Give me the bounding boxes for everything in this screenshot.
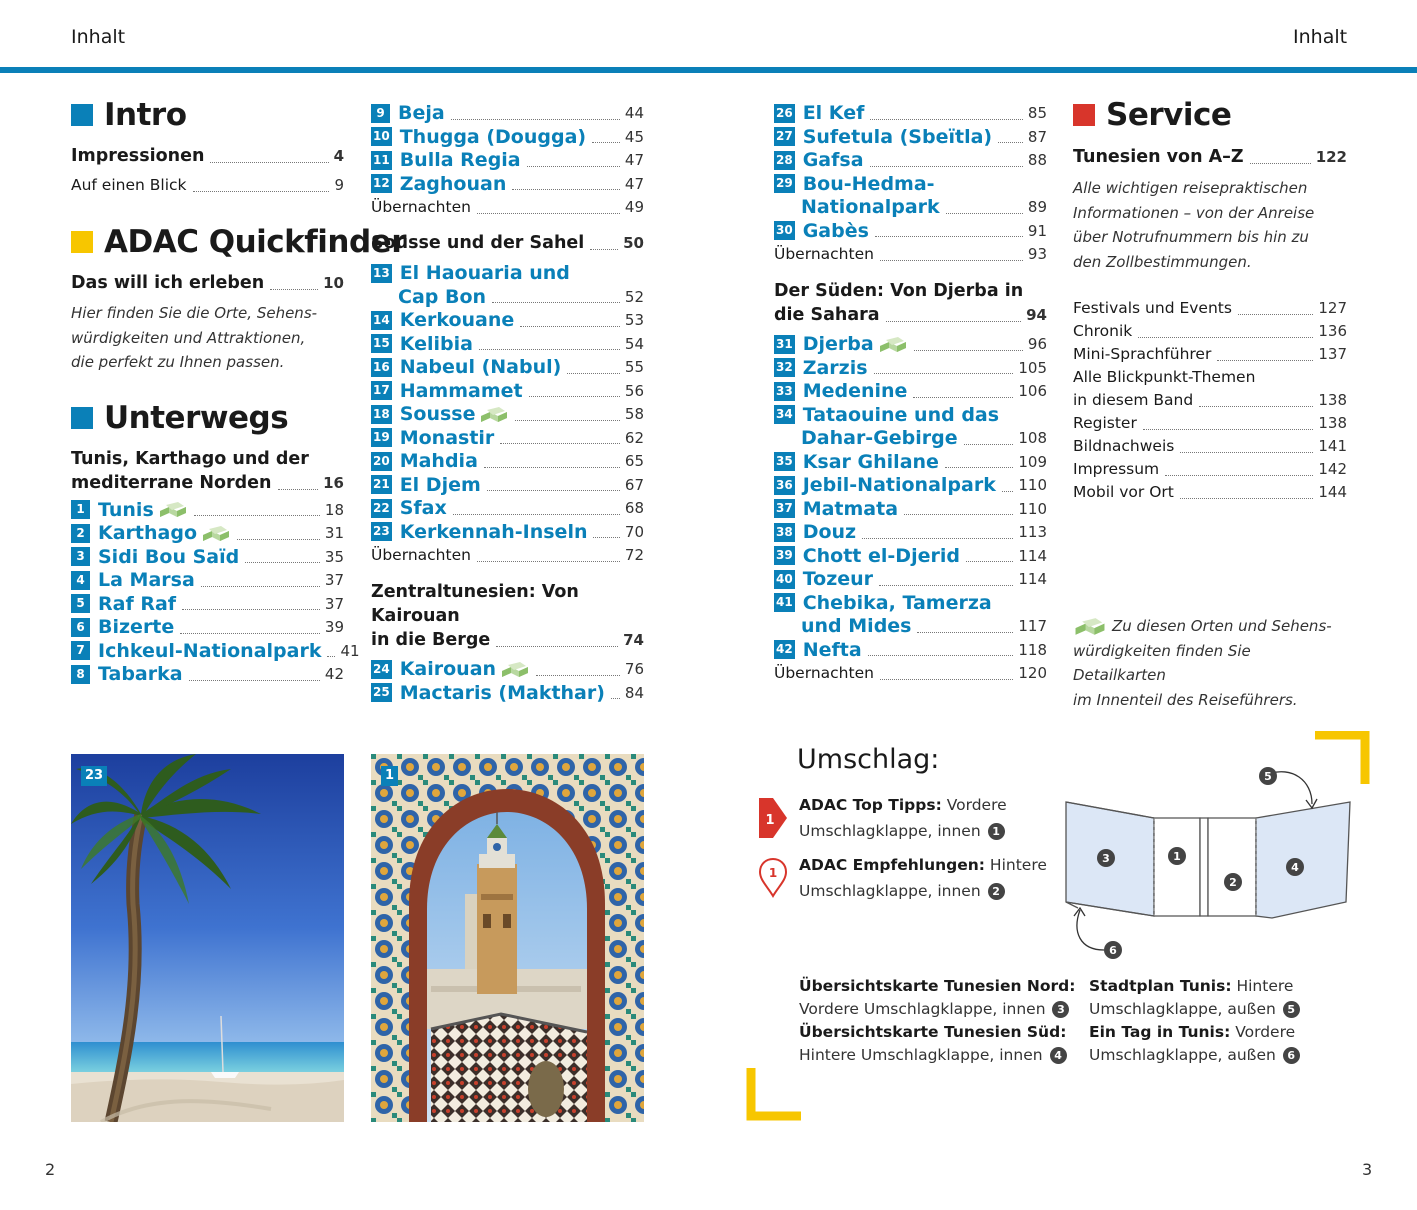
entry-page: 67 [624, 475, 644, 494]
entry-name: Djerba [802, 333, 874, 355]
toc-entry-blickpunkt[interactable] [1073, 389, 1347, 412]
entry-page: 76 [624, 660, 644, 678]
cover-fold-diagram [1060, 760, 1360, 970]
toc-entry-das-will-ich-erleben[interactable] [71, 271, 344, 295]
toc-entry-34[interactable] [774, 404, 1047, 451]
legend-uebersichtskarten: Übersichtskarte Tunesien Nord: Vordere Umschlagklappe, innen 3 Übersichtskarte Tunesien Süd: Hintere Umschlagklappe, innen 4 [799, 977, 1076, 1064]
entry-page: 127 [1318, 299, 1347, 317]
entry-name: El Haouaria und [399, 262, 570, 284]
entry-label: Auf einen Blick [71, 176, 187, 194]
map-icon [158, 501, 188, 519]
toc-entry-16[interactable] [371, 356, 644, 380]
entry-page: 49 [624, 198, 644, 216]
entry-page: 58 [624, 405, 644, 423]
toc-entry-3[interactable] [71, 546, 344, 570]
entry-label: Bildnachweis [1073, 437, 1175, 455]
toc-entry-27[interactable] [774, 126, 1047, 150]
entry-page: 91 [1027, 221, 1047, 240]
toc-entry-9[interactable] [371, 102, 644, 126]
entry-list [371, 102, 644, 196]
entry-name: Karthago [98, 522, 197, 544]
entry-list [774, 333, 1047, 404]
toc-entry-11[interactable] [371, 149, 644, 173]
entry-page: 47 [624, 151, 644, 169]
entry-label: Übernachten [371, 198, 471, 216]
entry-number-badge: 31 [774, 335, 795, 354]
toc-entry-33[interactable] [774, 380, 1047, 404]
photo-number-badge: 1 [381, 766, 398, 786]
entry-list [774, 451, 1047, 592]
map-icon [201, 525, 231, 543]
map-icon [878, 336, 908, 354]
toc-entry-41[interactable] [774, 592, 1047, 639]
entry-label: Impressum [1073, 460, 1160, 478]
toc-entry-40[interactable] [774, 568, 1047, 592]
entry-name: und Mides [801, 615, 912, 637]
entry-page: 96 [1027, 335, 1047, 353]
entry-name: Hammamet [399, 379, 523, 402]
entry-page: 142 [1318, 460, 1347, 478]
toc-entry-5[interactable] [71, 593, 344, 617]
entry-name: Kairouan [399, 658, 497, 680]
entry-name: Tabarka [98, 663, 183, 685]
toc-entry-38[interactable] [774, 521, 1047, 545]
region-heading-zentraltunesien: Zentraltunesien: Von Kairouan [371, 582, 579, 626]
entry-page: 56 [624, 381, 644, 400]
svg-text:2: 2 [1229, 876, 1237, 889]
entry-page: 45 [624, 127, 644, 146]
entry-page: 138 [1318, 391, 1347, 409]
toc-entry-uebernachten[interactable] [371, 544, 644, 567]
entry-page: 31 [324, 524, 344, 542]
toc-entry-auf-einen-blick[interactable] [71, 174, 344, 197]
toc-entry-service[interactable] [1073, 320, 1347, 343]
toc-entry-26[interactable] [774, 102, 1047, 126]
entry-page: 110 [1018, 499, 1047, 518]
entry-number-badge: 30 [774, 221, 795, 240]
page-number-right: 3 [1362, 1160, 1373, 1179]
entry-number-badge: 40 [774, 570, 795, 589]
entry-label: Übernachten [774, 664, 874, 682]
entry-label: Festivals und Events [1073, 299, 1232, 317]
entry-number-badge: 37 [774, 499, 795, 518]
entry-page: 114 [1018, 570, 1047, 588]
section-marker-square [71, 104, 93, 126]
toc-entry-2[interactable] [71, 522, 344, 546]
entry-number-badge: 35 [774, 452, 795, 471]
section-intro [71, 92, 344, 138]
entry-page: 93 [1027, 245, 1047, 263]
header-rule [0, 67, 1417, 73]
toc-entry-28[interactable] [774, 149, 1047, 173]
top-tipp-marker-icon [757, 796, 789, 840]
photo-palm-beach [71, 754, 344, 1122]
toc-entry-4[interactable] [71, 569, 344, 593]
entry-page: 47 [624, 174, 644, 193]
toc-entry-32[interactable] [774, 357, 1047, 381]
entry-name: Kerkouane [399, 309, 515, 331]
entry-page: 16 [323, 473, 344, 492]
entry-page: 113 [1018, 523, 1047, 541]
entry-page: 44 [624, 104, 644, 122]
entry-page: 54 [624, 334, 644, 353]
entry-number-badge: 17 [371, 381, 392, 400]
section-title: Unterwegs [104, 399, 289, 436]
toc-entry-17[interactable] [371, 380, 644, 404]
entry-page: 106 [1018, 382, 1047, 400]
entry-number-badge: 34 [774, 405, 795, 424]
entry-page: 122 [1315, 148, 1347, 166]
entry-number-badge: 9 [371, 104, 390, 123]
entry-name: Bou-Hedma- [802, 172, 935, 195]
toc-entry-region-sousse[interactable] [371, 231, 644, 255]
map-icon [1073, 617, 1107, 637]
entry-page: 118 [1018, 640, 1047, 659]
entry-number-badge: 4 [71, 571, 90, 590]
entry-name: Jebil-Nationalpark [802, 474, 996, 496]
photo-arch-minaret [371, 754, 644, 1122]
entry-name: El Djem [399, 473, 481, 496]
entry-label: Tunesien von A–Z [1073, 147, 1244, 167]
entry-page: 52 [624, 287, 644, 306]
entry-number-badge: 5 [71, 594, 90, 613]
entry-name: Nefta [802, 638, 862, 661]
entry-page: 108 [1018, 429, 1047, 447]
toc-entry-18[interactable] [371, 403, 644, 427]
entry-name: Mactaris (Makthar) [399, 681, 605, 704]
entry-name: La Marsa [98, 569, 195, 591]
corner-bracket-bottom-left [746, 1068, 801, 1121]
legend-stadtplan: Stadtplan Tunis: Hintere Umschlagklappe, außen 5 Ein Tag in Tunis: Vordere Umschlagklappe, außen 6 [1089, 975, 1300, 1067]
entry-page: 114 [1018, 546, 1047, 565]
entry-number-badge: 16 [371, 358, 392, 377]
entry-list [371, 658, 644, 705]
toc-entry-service[interactable] [1073, 435, 1347, 458]
entry-number-badge: 3 [71, 547, 90, 566]
section-service [1073, 92, 1347, 138]
entry-number-badge: 42 [774, 640, 795, 659]
toc-entry-24[interactable] [371, 658, 644, 682]
entry-list [371, 309, 644, 544]
entry-name: Mahdia [399, 450, 478, 472]
entry-page: 10 [323, 274, 344, 292]
entry-label: Mini-Sprachführer [1073, 345, 1212, 363]
entry-number-badge: 25 [371, 683, 392, 702]
svg-text:1: 1 [768, 866, 778, 880]
entry-name: Tunis [98, 498, 154, 521]
toc-entry-29[interactable] [774, 173, 1047, 220]
toc-entry-14[interactable] [371, 309, 644, 333]
entry-name: Beja [398, 102, 445, 124]
entry-list [71, 498, 360, 687]
entry-number-badge: 32 [774, 358, 795, 377]
arch-minaret-image [371, 754, 644, 1122]
entry-number-badge: 29 [774, 174, 795, 193]
toc-entry-22[interactable] [371, 497, 644, 521]
toc-entry-35[interactable] [774, 451, 1047, 475]
entry-page: 4 [333, 147, 344, 165]
toc-column-2 [371, 102, 644, 705]
entry-name: Kelibia [399, 332, 473, 355]
photo-number-badge: 23 [81, 766, 107, 786]
entry-page: 39 [324, 618, 344, 636]
entry-page: 136 [1318, 322, 1347, 340]
toc-entry-impressionen[interactable] [71, 144, 344, 168]
region-heading-tunis: Tunis, Karthago und der [71, 448, 309, 469]
entry-name: Thugga (Dougga) [399, 125, 587, 148]
quickfinder-note: Hier finden Sie die Orte, Sehens- würdigkeiten und Attraktionen, die perfekt zu Ihnen passen. [71, 304, 318, 371]
entry-page: 72 [624, 546, 644, 564]
entry-name: Cap Bon [398, 285, 487, 308]
entry-page: 110 [1018, 476, 1047, 494]
entry-number-badge: 21 [371, 475, 392, 494]
toc-entry-service[interactable] [1073, 297, 1347, 320]
toc-entry-1[interactable] [71, 499, 344, 523]
entry-page: 41 [340, 641, 360, 660]
entry-page: 138 [1318, 414, 1347, 432]
entry-name: Nationalpark [801, 196, 940, 218]
toc-entry-region-sueden[interactable] [774, 303, 1047, 327]
entry-page: 18 [324, 500, 344, 519]
toc-entry-8[interactable] [71, 663, 344, 687]
entry-name: Chebika, Tamerza [802, 591, 992, 614]
umschlag-title: Umschlag: [797, 744, 940, 775]
section-title: ADAC Quickfinder [104, 224, 406, 260]
entry-page: 144 [1318, 483, 1347, 501]
legend-top-tipps: ADAC Top Tipps: Vordere Umschlagklappe, innen 1 [799, 796, 1007, 840]
service-list [1073, 297, 1347, 366]
entry-name: Zarzis [802, 356, 868, 379]
entry-number-badge: 26 [774, 104, 795, 123]
running-header-right: Inhalt [1293, 26, 1348, 48]
toc-entry-39[interactable] [774, 545, 1047, 569]
entry-label: Chronik [1073, 322, 1133, 340]
toc-entry-13[interactable] [371, 262, 644, 309]
svg-text:6: 6 [1109, 944, 1117, 957]
entry-number-badge: 6 [71, 618, 90, 637]
entry-label: Mobil vor Ort [1073, 483, 1174, 501]
entry-number-badge: 41 [774, 593, 795, 612]
toc-entry-31[interactable] [774, 333, 1047, 357]
toc-entry-uebernachten[interactable] [371, 196, 644, 219]
toc-entry-tunesien-von-a-z[interactable] [1073, 145, 1347, 169]
entry-number-badge: 8 [71, 665, 90, 684]
entry-name: Sfax [399, 497, 447, 519]
toc-entry-25[interactable] [371, 682, 644, 706]
entry-page: 42 [324, 665, 344, 683]
entry-page: 74 [623, 631, 644, 649]
entry-name: Gabès [802, 219, 869, 242]
toc-entry-uebernachten[interactable] [774, 662, 1047, 685]
entry-name: Kerkennah-Inseln [399, 520, 588, 543]
entry-label: Das will ich erleben [71, 273, 265, 293]
entry-name: Tataouine und das [802, 403, 1000, 426]
entry-name: Matmata [802, 497, 899, 520]
map-icon [479, 406, 509, 424]
entry-label: Übernachten [774, 245, 874, 263]
entry-page: 62 [624, 428, 644, 447]
entry-name: Bulla Regia [399, 149, 521, 171]
entry-name: Monastir [399, 426, 495, 449]
entry-number-badge: 2 [71, 524, 90, 543]
entry-name: Bizerte [98, 616, 175, 638]
entry-page: 141 [1318, 437, 1347, 455]
entry-number-badge: 10 [371, 127, 392, 146]
entry-page: 94 [1026, 306, 1047, 324]
toc-entry-20[interactable] [371, 450, 644, 474]
entry-page: 105 [1018, 358, 1047, 377]
service-note: Alle wichtigen reisepraktischen Informationen – von der Anreise über Notrufnummern bis hin zu den Zollbestimmungen. [1073, 179, 1315, 271]
entry-page: 70 [624, 522, 644, 541]
map-icon [500, 661, 530, 679]
legend-empfehlungen: ADAC Empfehlungen: Hintere Umschlagklappe, innen 2 [799, 856, 1047, 900]
entry-page: 117 [1018, 617, 1047, 635]
region-heading-sueden: Der Süden: Von Djerba in [774, 281, 1024, 301]
entry-number-badge: 39 [774, 546, 795, 565]
entry-page: 84 [624, 683, 644, 702]
entry-number-badge: 14 [371, 311, 392, 330]
entry-page: 87 [1027, 127, 1047, 146]
entry-name: Gafsa [802, 149, 864, 171]
toc-entry-42[interactable] [774, 639, 1047, 663]
entry-label: Übernachten [371, 546, 471, 564]
service-list [1073, 412, 1347, 504]
page-number-left: 2 [45, 1160, 56, 1179]
section-quickfinder [71, 219, 406, 265]
entry-name: Douz [802, 521, 857, 543]
toc-entry-15[interactable] [371, 333, 644, 357]
toc-entry-service[interactable] [1073, 481, 1347, 504]
entry-page: 65 [624, 452, 644, 470]
entry-page: 37 [324, 594, 344, 613]
entry-label: Register [1073, 414, 1137, 432]
svg-text:3: 3 [1102, 852, 1110, 865]
entry-name: Medenine [802, 380, 908, 402]
entry-label: die Sahara [774, 305, 880, 325]
toc-entry-service[interactable] [1073, 412, 1347, 435]
entry-page: 137 [1318, 345, 1347, 363]
toc-entry-10[interactable] [371, 126, 644, 150]
entry-number-badge: 20 [371, 452, 392, 471]
entry-page: 53 [624, 311, 644, 329]
toc-entry-21[interactable] [371, 474, 644, 498]
entry-page: 68 [624, 499, 644, 517]
entry-label: in die Berge [371, 630, 491, 650]
running-header-left: Inhalt [71, 26, 126, 48]
entry-name: Nabeul (Nabul) [399, 356, 562, 378]
toc-entry-region-zentraltunesien[interactable] [371, 628, 644, 652]
section-marker-square [71, 231, 93, 253]
entry-number-badge: 18 [371, 405, 392, 424]
entry-name: Zaghouan [399, 172, 507, 195]
palm-beach-image [71, 754, 344, 1122]
entry-number-badge: 7 [71, 641, 90, 660]
entry-number-badge: 33 [774, 382, 795, 401]
entry-label: mediterrane Norden [71, 472, 272, 493]
entry-page: 88 [1027, 151, 1047, 169]
entry-page: 85 [1027, 104, 1047, 122]
toc-entry-service[interactable] [1073, 343, 1347, 366]
toc-entry-7[interactable] [71, 639, 360, 664]
svg-text:5: 5 [1264, 770, 1272, 783]
entry-number-badge: 28 [774, 151, 795, 170]
entry-name: Sidi Bou Saïd [98, 545, 240, 568]
entry-page: 50 [623, 234, 644, 252]
toc-entry-30[interactable] [774, 220, 1047, 244]
entry-page: 109 [1018, 452, 1047, 471]
entry-number-badge: 27 [774, 127, 795, 146]
entry-page: 89 [1027, 198, 1047, 216]
entry-number-badge: 1 [71, 500, 90, 519]
section-unterwegs [71, 395, 344, 441]
section-title: Intro [104, 97, 187, 133]
entry-name: Chott el-Djerid [802, 544, 960, 567]
entry-number-badge: 12 [371, 174, 392, 193]
entry-number-badge: 15 [371, 334, 392, 353]
entry-page: 9 [334, 176, 344, 194]
section-marker-square [71, 407, 93, 429]
entry-number-badge: 19 [371, 428, 392, 447]
toc-entry-service[interactable] [1073, 458, 1347, 481]
toc-entry-uebernachten[interactable] [774, 243, 1047, 266]
entry-name: Dahar-Gebirge [801, 427, 958, 449]
entry-number-badge: 22 [371, 499, 392, 518]
toc-entry-region-tunis[interactable] [71, 471, 344, 495]
section-title: Service [1106, 97, 1232, 133]
entry-page: 37 [324, 571, 344, 589]
entry-name: Raf Raf [98, 592, 177, 615]
entry-name: Sufetula (Sbeïtla) [802, 125, 993, 148]
entry-name: Tozeur [802, 568, 874, 590]
entry-number-badge: 11 [371, 151, 392, 170]
entry-label: Sousse und der Sahel [371, 233, 585, 253]
entry-name: Ichkeul-Nationalpark [98, 639, 322, 662]
entry-number-badge: 24 [371, 660, 392, 679]
toc-entry-6[interactable] [71, 616, 344, 640]
entry-number-badge: 13 [371, 264, 392, 283]
svg-text:1: 1 [765, 813, 775, 828]
svg-text:1: 1 [1173, 850, 1181, 863]
toc-entry-19[interactable] [371, 427, 644, 451]
svg-text:4: 4 [1291, 861, 1299, 874]
entry-label: Impressionen [71, 146, 205, 166]
entry-page: 35 [324, 547, 344, 566]
toc-entry-23[interactable] [371, 521, 644, 545]
entry-number-badge: 23 [371, 522, 392, 541]
map-note: Zu diesen Orten und Sehens- würdigkeiten finden Sie Detailkarten im Innenteil des Reiseführers. [1073, 617, 1332, 709]
entry-name: Sousse [399, 403, 476, 425]
toc-entry-37[interactable] [774, 498, 1047, 522]
entry-number-badge: 36 [774, 476, 795, 495]
toc-column-4 [1073, 92, 1347, 712]
section-marker-square [1073, 104, 1095, 126]
empfehlung-marker-icon [757, 856, 789, 900]
entry-page: 120 [1018, 664, 1047, 682]
entry-number-badge: 38 [774, 523, 795, 542]
entry-list [774, 102, 1047, 173]
blickpunkt-heading: Alle Blickpunkt-Themen [1073, 368, 1256, 386]
entry-name: El Kef [802, 102, 865, 124]
toc-entry-36[interactable] [774, 474, 1047, 498]
toc-entry-12[interactable] [371, 173, 644, 197]
entry-page: 55 [624, 358, 644, 376]
entry-label: in diesem Band [1073, 391, 1194, 409]
toc-column-3 [774, 102, 1047, 685]
entry-name: Ksar Ghilane [802, 450, 939, 473]
